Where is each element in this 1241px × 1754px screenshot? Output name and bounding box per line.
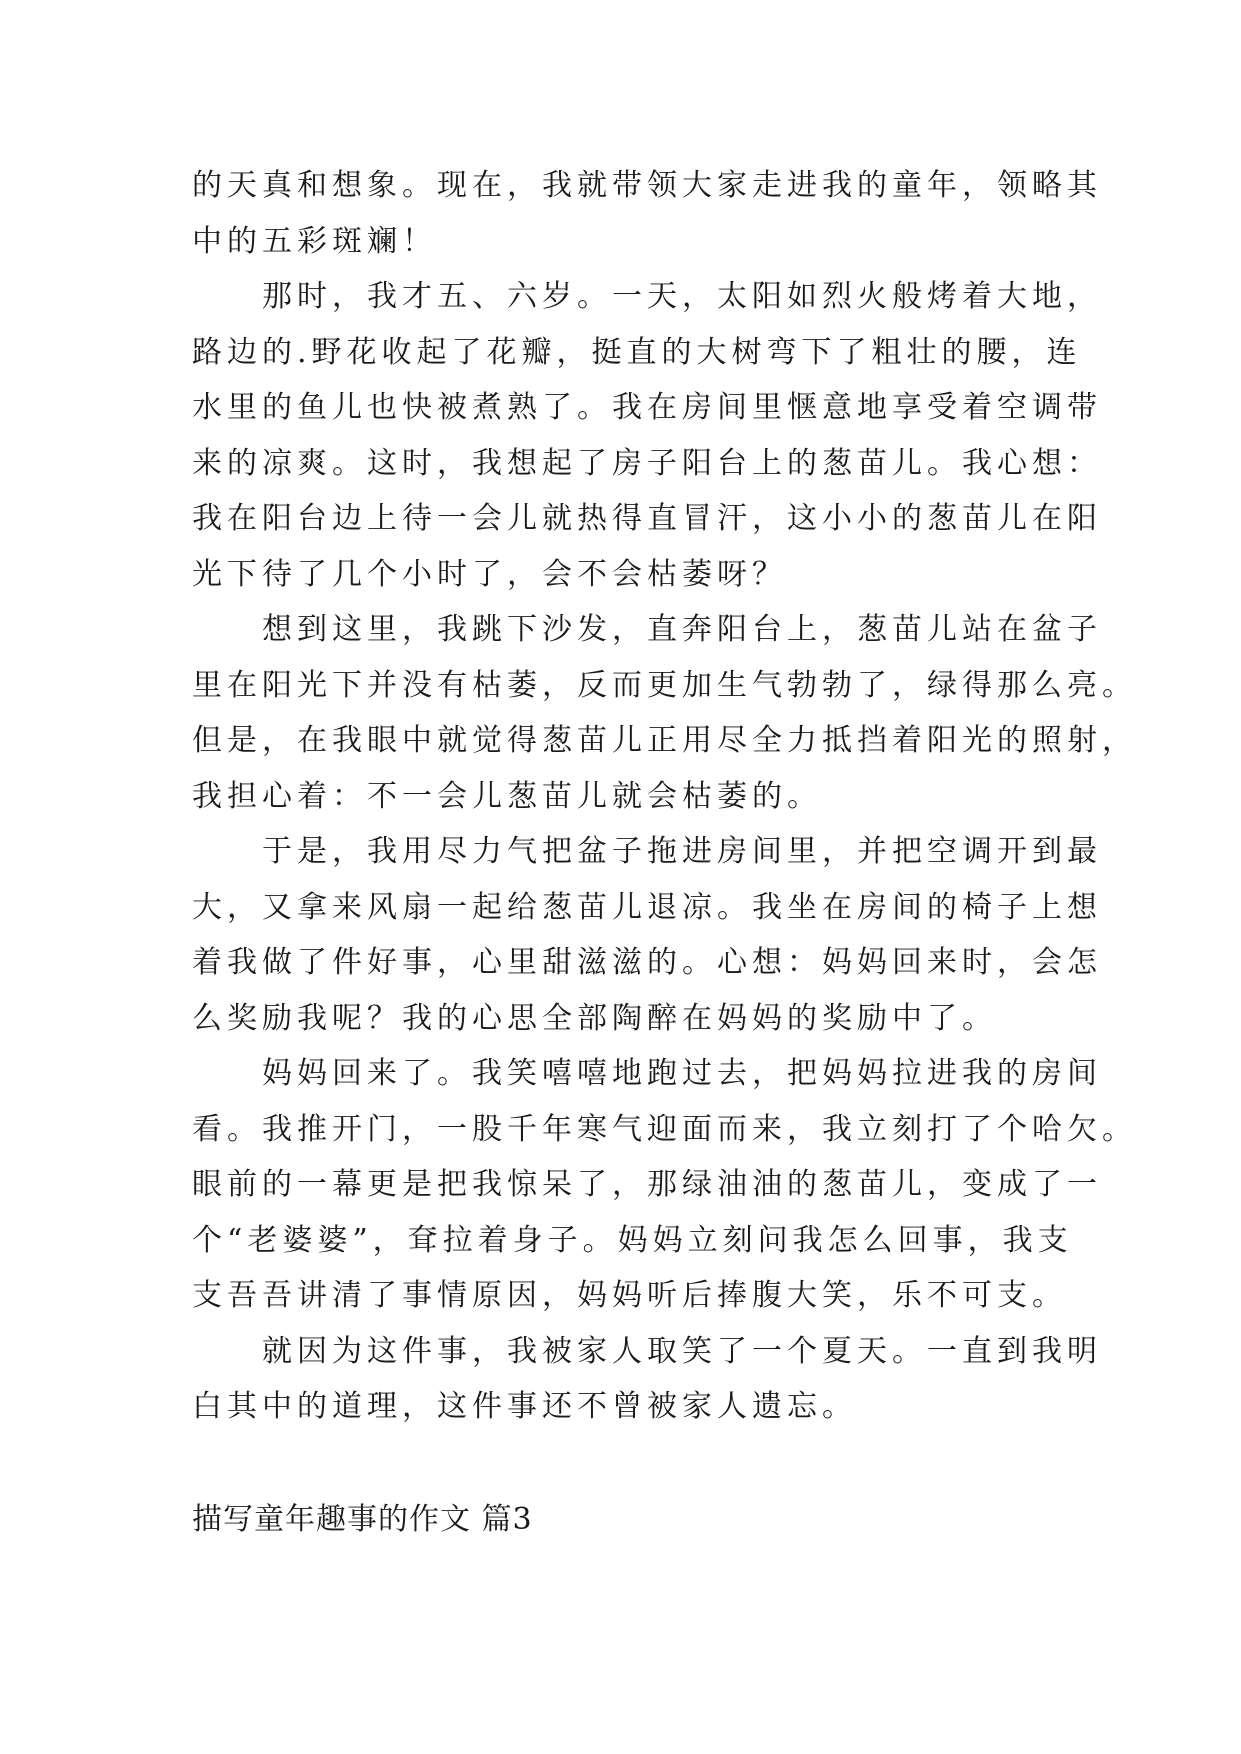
paragraph-first-line: 那时，我才五、六岁。一天，太阳如烈火般烤着大地， (262, 279, 1102, 314)
paragraph-first-line: 想到这里，我跳下沙发，直奔阳台上，葱苗儿站在盆子 (262, 612, 1102, 647)
text-line: 眼前的一幕更是把我惊呆了，那绿油油的葱苗儿，变成了一 (192, 1167, 1102, 1202)
text-line: 着我做了件好事，心里甜滋滋的。心想：妈妈回来时，会怎 (192, 945, 1102, 980)
text-line: 大，又拿来风扇一起给葱苗儿退凉。我坐在房间的椅子上想 (192, 889, 1102, 925)
text-line: 来的凉爽。这时，我想起了房子阳台上的葱苗儿。我心想： (192, 445, 1102, 481)
text-line: 中的五彩斑斓！ (192, 223, 437, 259)
text-line: 里在阳光下并没有枯萎，反而更加生气勃勃了，绿得那么亮。 (192, 667, 1137, 703)
text-line: 白其中的道理，这件事还不曾被家人遗忘。 (192, 1389, 857, 1424)
text-line: 但是，在我眼中就觉得葱苗儿正用尽全力抵挡着阳光的照射， (192, 723, 1137, 758)
text-line: 的天真和想象。现在，我就带领大家走进我的童年，领略其 (192, 168, 1102, 203)
paragraph-first-line: 就因为这件事，我被家人取笑了一个夏天。一直到我明 (262, 1333, 1102, 1369)
paragraph-first-line: 于是，我用尽力气把盆子拖进房间里，并把空调开到最 (262, 834, 1102, 869)
paragraph-first-line: 妈妈回来了。我笑嘻嘻地跑过去，把妈妈拉进我的房间 (262, 1056, 1102, 1091)
text-line: 水里的鱼儿也快被煮熟了。我在房间里惬意地享受着空调带 (192, 390, 1102, 425)
document-body (192, 158, 1137, 1435)
text-line: 我担心着：不一会儿葱苗儿就会枯萎的。 (192, 778, 822, 814)
section-heading: 描写童年趣事的作文 篇3 (192, 1502, 533, 1537)
text-line: 支吾吾讲清了事情原因，妈妈听后捧腹大笑，乐不可支。 (192, 1278, 1067, 1313)
text-line: 路边的.野花收起了花瓣，挺直的大树弯下了粗壮的腰，连 (192, 334, 1082, 370)
text-line: 么奖励我呢？我的心思全部陶醉在妈妈的奖励中了。 (192, 1000, 997, 1036)
text-line: 光下待了几个小时了，会不会枯萎呀？ (192, 556, 787, 592)
text-line: 个“老婆婆”，耷拉着身子。妈妈立刻问我怎么回事，我支 (192, 1222, 1073, 1258)
text-line: 我在阳台边上待一会儿就热得直冒汗，这小小的葱苗儿在阳 (192, 501, 1102, 536)
text-line: 看。我推开门，一股千年寒气迎面而来，我立刻打了个哈欠。 (192, 1111, 1137, 1147)
